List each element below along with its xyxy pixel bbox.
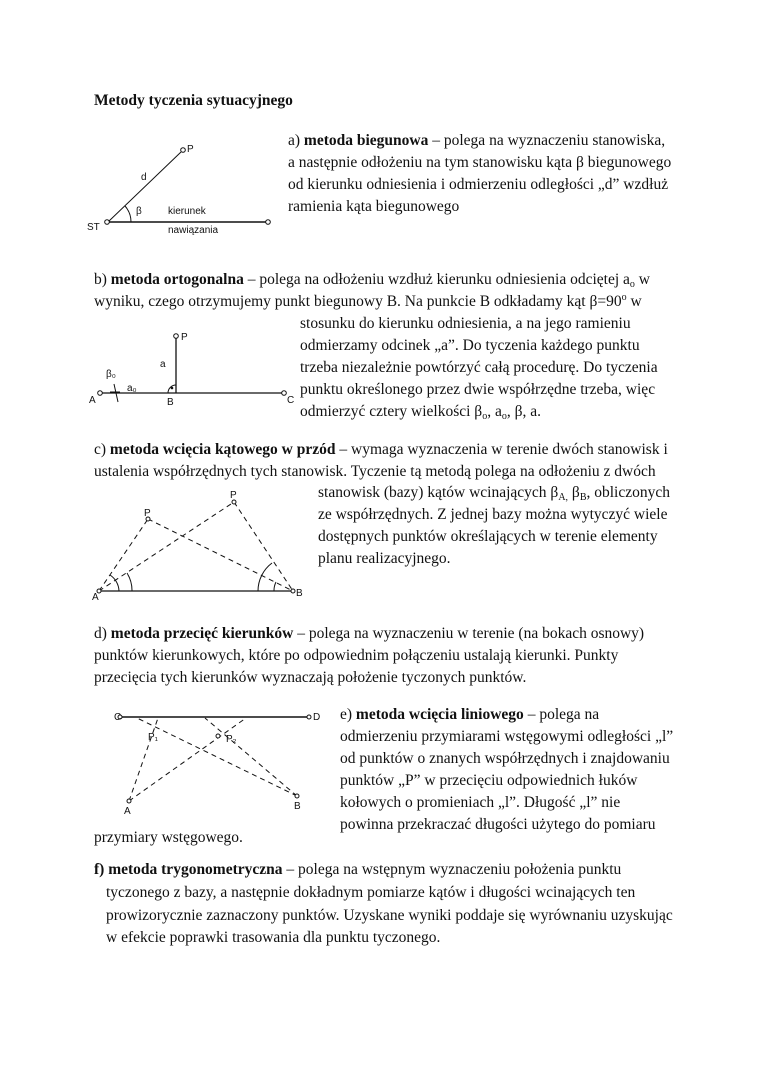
- text-segment: od punktów o znanych współrzędnych i znajdowaniu: [340, 750, 670, 767]
- text-segment: tyczonego z bazy, a następnie dokładnym pomiarze kątów i długości wcinających ten: [106, 884, 636, 901]
- text-segment: przymiary wstęgowego.: [94, 829, 243, 846]
- text-segment: w efekcie poprawki trasowania dla punktu tyczonego.: [106, 929, 441, 946]
- bold-term: metoda wcięcia liniowego: [355, 706, 524, 723]
- label-d: d: [141, 172, 147, 183]
- text-segment: planu realizacyjnego.: [318, 550, 451, 567]
- bold-term: metoda wcięcia kątowego w przód: [109, 441, 336, 458]
- label-a: A: [124, 806, 131, 817]
- label-st: ST: [87, 222, 100, 233]
- diagram-polar-method: [87, 144, 270, 236]
- diagram-orthogonal-method: [89, 332, 294, 408]
- text-segment: a następnie odłożeniu na tym stanowisku kąta β biegunowego: [288, 154, 672, 171]
- text-segment: stosunku do kierunku odniesienia, a na jego ramieniu: [300, 315, 631, 332]
- text-segment: kołowych o promieniach „l”. Długość „l” nie: [340, 794, 621, 811]
- text-segment: prowizorycznie zaznaczony punktów. Uzyskane wyniki poddaje się wyrównaniu uzyskując: [106, 907, 673, 924]
- text-segment: ustalenia współrzędnych tych stanowisk. Tyczenie tą metodą polega na odłożeniu z dwóch: [94, 463, 656, 480]
- text-segment: B: [579, 492, 587, 503]
- text-segment: – wymaga wyznaczenia w terenie dwóch stanowisk i: [335, 441, 668, 458]
- text-segment: – polega na odłożeniu wzdłuż kierunku odniesienia odciętej a: [243, 271, 630, 288]
- text-segment: b): [94, 271, 111, 288]
- text-segment: – polega na: [523, 706, 600, 723]
- text-segment: odmierzamy odcinek „a”. Do tyczenia każdego punktu: [300, 337, 640, 354]
- text-segment: punktu określonego przez dwie współrzędne trzeba, więc: [300, 381, 656, 398]
- label-p: P: [181, 332, 188, 343]
- label-p1: P: [144, 508, 151, 519]
- text-segment: c): [94, 441, 110, 458]
- text-segment: d): [94, 625, 111, 642]
- label-ao: a₀: [127, 383, 137, 394]
- text-segment: w: [634, 271, 650, 288]
- text-segment: ramienia kąta biegunowego: [288, 198, 460, 215]
- text-segment: powinna przekraczać długości użytego do pomiaru: [340, 816, 656, 833]
- text-segment: punktów „P” w przecięciu odpowiednich łuków: [340, 772, 638, 789]
- text-segment: A,: [558, 492, 569, 503]
- label-a: A: [89, 395, 96, 406]
- label-c: C: [114, 712, 122, 723]
- text-segment: a): [288, 132, 304, 149]
- label-b: B: [296, 588, 303, 599]
- text-segment: stanowisk (bazy) kątów wcinających β: [318, 484, 559, 501]
- text-segment: w: [626, 293, 642, 310]
- bold-term: metoda ortogonalna: [110, 271, 244, 288]
- label-p1: P₁: [148, 732, 159, 743]
- text-segment: o: [501, 411, 507, 422]
- text-segment: – polega na wstępnym wyznaczeniu położenia punktu: [282, 861, 622, 878]
- angle-arc: [125, 206, 131, 222]
- text-segment: dostępnych punktów określających w terenie elementy: [318, 528, 658, 545]
- station-point: [105, 220, 110, 225]
- label-d: D: [313, 712, 321, 723]
- text-segment: trzeba niezależnie powtórzyć całą procedurę. Do tyczenia: [300, 359, 658, 376]
- label-p: P: [187, 144, 194, 155]
- label-nawiazania: nawiązania: [168, 225, 219, 236]
- label-beta: β: [136, 206, 142, 217]
- label-a: A: [92, 592, 99, 603]
- label-b: B: [294, 801, 301, 812]
- label-p2: P: [230, 490, 237, 501]
- label-p2: P₂: [226, 734, 237, 745]
- text-segment: od kierunku odniesienia i odmierzeniu odległości „d” wzdłuż: [288, 176, 669, 193]
- bold-term: metoda biegunowa: [303, 132, 429, 149]
- diagram-linear-intersection: [114, 712, 320, 817]
- text-segment: β: [568, 484, 580, 501]
- text-segment: – polega na wyznaczeniu stanowiska,: [428, 132, 666, 149]
- label-a-length: a: [160, 359, 166, 370]
- text-segment: e): [340, 706, 356, 723]
- text-segment: ze współrzędnych. Z jednej bazy można wytyczyć wiele: [318, 506, 668, 523]
- text-segment: – polega na wyznaczeniu w terenie (na bokach osnowy): [293, 625, 645, 642]
- label-b: B: [167, 397, 174, 408]
- document-title: Metody tyczenia sytuacyjnego: [94, 92, 293, 109]
- text-segment: przecięcia tych kierunków wyznaczają położenie tyczonych punktów.: [94, 669, 527, 686]
- label-beta-o: β₀: [106, 369, 116, 380]
- text-segment: , obliczonych: [586, 484, 670, 501]
- end-point: [266, 220, 271, 225]
- bold-term: metoda przecięć kierunków: [110, 625, 294, 642]
- text-segment: o: [629, 279, 635, 290]
- label-kierunek: kierunek: [168, 206, 206, 217]
- text-segment: , β, a.: [506, 403, 541, 420]
- text-segment: odmierzyć cztery wielkości β: [300, 403, 483, 420]
- text-segment: punktów kierunkowych, które po odpowiednim połączeniu ustalają kierunki. Punkty: [94, 647, 619, 664]
- text-segment: o: [621, 292, 627, 303]
- text-segment: wyniku, czego otrzymujemy punkt biegunowy B. Na punkcie B odkładamy kąt β=90: [94, 293, 622, 310]
- label-c: C: [287, 395, 295, 406]
- text-segment: odmierzeniu przymiarami wstęgowymi odległości „l”: [340, 728, 674, 745]
- diagram-angular-intersection: [92, 490, 303, 603]
- bold-term: f) metoda trygonometryczna: [94, 861, 283, 878]
- point-p: [181, 148, 186, 153]
- text-segment: , a: [487, 403, 502, 420]
- text-segment: o: [482, 411, 488, 422]
